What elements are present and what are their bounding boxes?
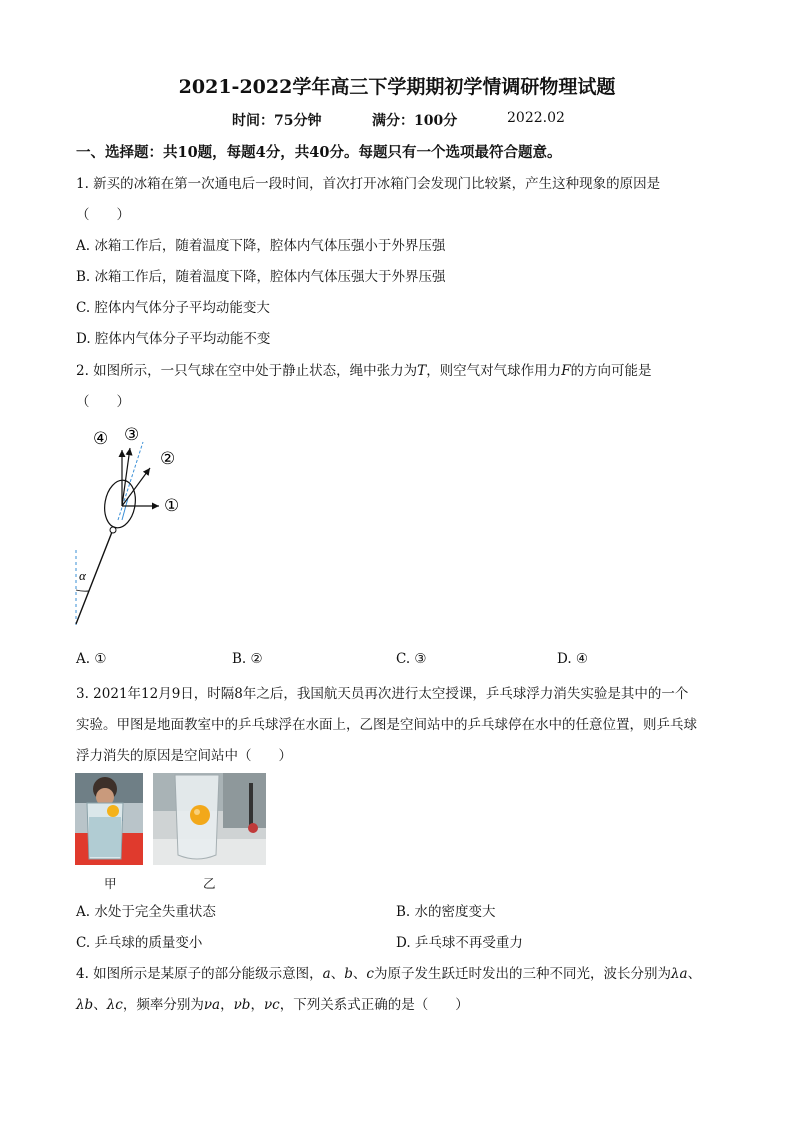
q3-option-a: A. 水处于完全失重状态 [76, 904, 216, 920]
q3-line-1: 3. 2021年12月9日，时隔8年之后，我国航天员再次进行太空授课，乒乓球浮力消失实验是其中的一个 [76, 686, 689, 702]
q2-option-b: B. ② [232, 651, 263, 667]
angle-arc [76, 590, 89, 591]
q4-symbol-c: c [366, 966, 374, 982]
caption-jia: 甲 [104, 876, 117, 891]
label-1: ① [164, 496, 180, 516]
q1-option-c: C. 腔体内气体分子平均动能变大 [76, 300, 270, 316]
q2-option-a: A. ① [76, 651, 107, 667]
q4-line-1: 4. 如图所示是某原子的部分能级示意图，a、b、c为原子发生跃迁时发出的三种不同光，波长分别为λa、 [76, 966, 702, 982]
exam-title: 2021-2022学年高三下学期期初学情调研物理试题 [178, 76, 616, 98]
q4-nu-a: νa [203, 997, 221, 1013]
q1-option-d: D. 腔体内气体分子平均动能不变 [76, 331, 271, 347]
q4-freq-text: ，频率分别为 [122, 997, 204, 1013]
alpha-label: α [79, 568, 86, 583]
q1-paren: （ ） [76, 207, 130, 223]
photo-yi [153, 773, 266, 865]
q4-lambda-c: λc [106, 997, 123, 1013]
q2-tension-symbol: T [417, 363, 427, 379]
q3-option-b: B. 水的密度变大 [396, 904, 496, 920]
photo-jia [75, 773, 143, 865]
exam-score: 满分：100分 [372, 113, 458, 129]
q2-stem-prefix: 2. 如图所示，一只气球在空中处于静止状态，绳中张力为 [76, 363, 418, 379]
balloon-diagram [66, 420, 206, 630]
q2-stem-suffix: 的方向可能是 [570, 363, 652, 379]
section-heading: 一、选择题：共10题，每题4分，共40分。每题只有一个选项最符合题意。 [76, 144, 562, 161]
label-4: ④ [93, 429, 109, 449]
q4-mid: 为原子发生跃迁时发出的三种不同光，波长分别为 [373, 966, 671, 982]
q2-force-symbol: F [561, 363, 571, 379]
q4-suffix: ，下列关系式正确的是（ ） [279, 997, 469, 1013]
q4-symbol-b: b [344, 966, 353, 982]
q3-option-d: D. 乒乓球不再受重力 [396, 935, 523, 951]
q3-line-2: 实验。甲图是地面教室中的乒乓球浮在水面上，乙图是空间站中的乒乓球停在水中的任意位置，则乒乓球 [76, 717, 697, 733]
q2-stem [76, 359, 652, 379]
balloon-body [101, 478, 139, 530]
q4-nu-c: νc [263, 997, 280, 1013]
q2-option-c: C. ③ [396, 651, 427, 667]
q3-line-3: 浮力消失的原因是空间站中（ ） [76, 748, 292, 764]
q2-paren: （ ） [76, 394, 130, 410]
caption-yi: 乙 [203, 876, 216, 891]
q1-stem: 1. 新买的冰箱在第一次通电后一段时间，首次打开冰箱门会发现门比较紧，产生这种现象的原因是 [76, 176, 661, 192]
exam-time: 时间：75分钟 [232, 113, 322, 129]
q4-lambda-a: λa [670, 966, 688, 982]
q4-prefix: 4. 如图所示是某原子的部分能级示意图， [76, 966, 323, 982]
q3-option-c: C. 乒乓球的质量变小 [76, 935, 203, 951]
label-3: ③ [124, 425, 140, 445]
q4-lambda-b: λb [76, 997, 94, 1013]
q1-option-b: B. 冰箱工作后，随着温度下降，腔体内气体压强大于外界压强 [76, 269, 446, 285]
q4-line-2: λb、λc，频率分别为νa，νb，νc，下列关系式正确的是（ ） [76, 997, 469, 1013]
q4-nu-b: νb [233, 997, 251, 1013]
q2-option-d: D. ④ [557, 651, 589, 667]
label-2: ② [160, 449, 176, 469]
exam-date: 2022.02 [507, 110, 565, 126]
q2-stem-mid: ，则空气对气球作用力 [426, 363, 562, 379]
q1-option-a: A. 冰箱工作后，随着温度下降，腔体内气体压强小于外界压强 [76, 238, 446, 254]
q4-symbol-a: a [322, 966, 331, 982]
